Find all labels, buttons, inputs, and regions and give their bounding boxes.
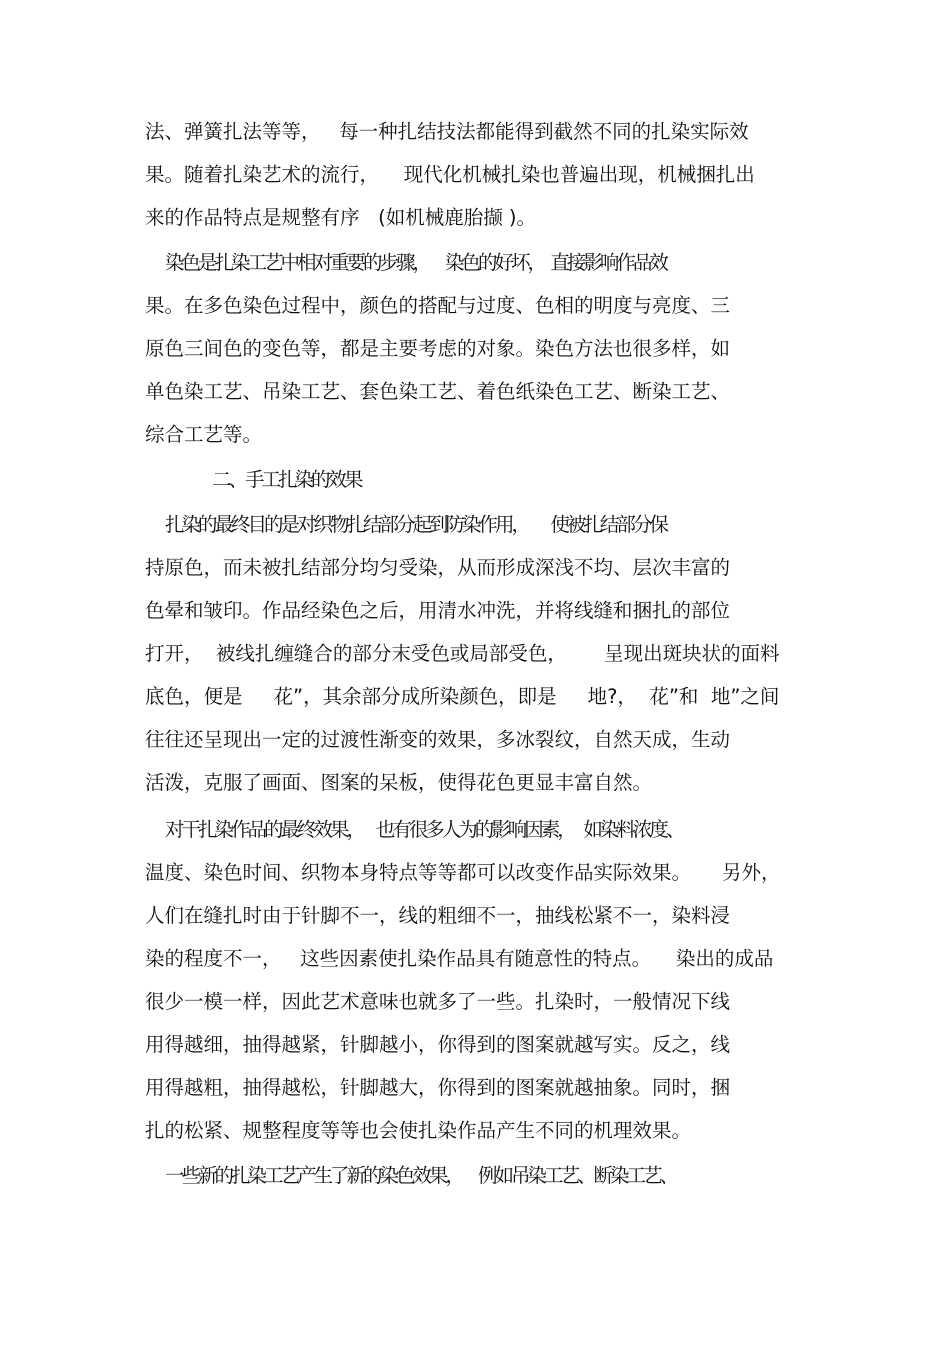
text-line: 果。在多色染色过程中，颜色的搭配与过度、色相的明度与亮度、三 — [145, 294, 731, 317]
text-line: 果。随着扎染艺术的流行， 现代化机械扎染也普遍出现，机械捆扎出 — [145, 163, 755, 186]
text-line: 扎的松紧、规整程度等等也会使扎染作品产生不同的机理效果。 — [145, 1119, 692, 1142]
text-line: 单色染工艺、吊染工艺、套色染工艺、着色纸染色工艺、断染工艺、 — [145, 380, 731, 403]
paragraph-first-line: 对干扎染作品的最终效果， 也有很多人为的影响因素， 如染料浓度、 — [165, 818, 683, 841]
text-line: 温度、染色时间、织物本身特点等等都可以改变作品实际效果。 另外， — [145, 861, 781, 884]
text-line: 活泼，克服了画面、图案的呆板，使得花色更显丰富自然。 — [145, 771, 653, 794]
text-line: 原色三间色的变色等，都是主要考虑的对象。染色方法也很多样，如 — [145, 337, 731, 360]
text-line: 用得越粗，抽得越松，针脚越大，你得到的图案就越抽象。同时，捆 — [145, 1076, 731, 1099]
section-heading: 二、手工扎染的效果 — [212, 468, 361, 491]
text-line: 人们在缝扎时由于针脚不一，线的粗细不一，抽线松紧不一，染料浸 — [145, 904, 731, 927]
text-line: 很少一模一样，因此艺术意味也就多了一些。扎染时，一般情况下线 — [145, 990, 731, 1013]
text-line: 法、弹簧扎法等等， 每一种扎结技法都能得到截然不同的扎染实际效 — [145, 120, 749, 143]
text-line: 染的程度不一， 这些因素使扎染作品具有随意性的特点。 染出的成品 — [145, 947, 774, 970]
paragraph-first-line: 染色是扎染工艺中相对重要的步骤， 染色的好坏， 直接影响作品效 — [165, 251, 666, 274]
text-line: 打开， 被线扎缠缝合的部分末受色或局部受色， 呈现出斑块状的面料 — [145, 642, 780, 665]
text-line: 综合工艺等。 — [145, 423, 263, 446]
text-line: 持原色，而未被扎结部分均匀受染，从而形成深浅不均、层次丰富的 — [145, 556, 731, 579]
text-line: 用得越细，抽得越紧，针脚越小，你得到的图案就越写实。反之，线 — [145, 1033, 731, 1056]
text-line: 色晕和皱印。作品经染色之后，用清水冲洗，并将线缝和捆扎的部位 — [145, 599, 731, 622]
paragraph-first-line: 扎染的最终目的是对织物扎结部分起到防染作用， 使被扎结部分保 — [165, 513, 666, 536]
paragraph-first-line: 一些新的扎染工艺产生了新的染色效果， 例如吊染工艺、断染工艺、 — [165, 1164, 676, 1187]
text-line: 往往还呈现出一定的过渡性渐变的效果，多冰裂纹，自然天成，生动 — [145, 728, 731, 751]
text-line: 来的作品特点是规整有序 (如机械鹿胎撷 )。 — [145, 206, 537, 229]
text-line: 底色，便是 花”，其余部分成所染颜色，即是 地?， 花”和 地”之间 — [145, 685, 780, 708]
